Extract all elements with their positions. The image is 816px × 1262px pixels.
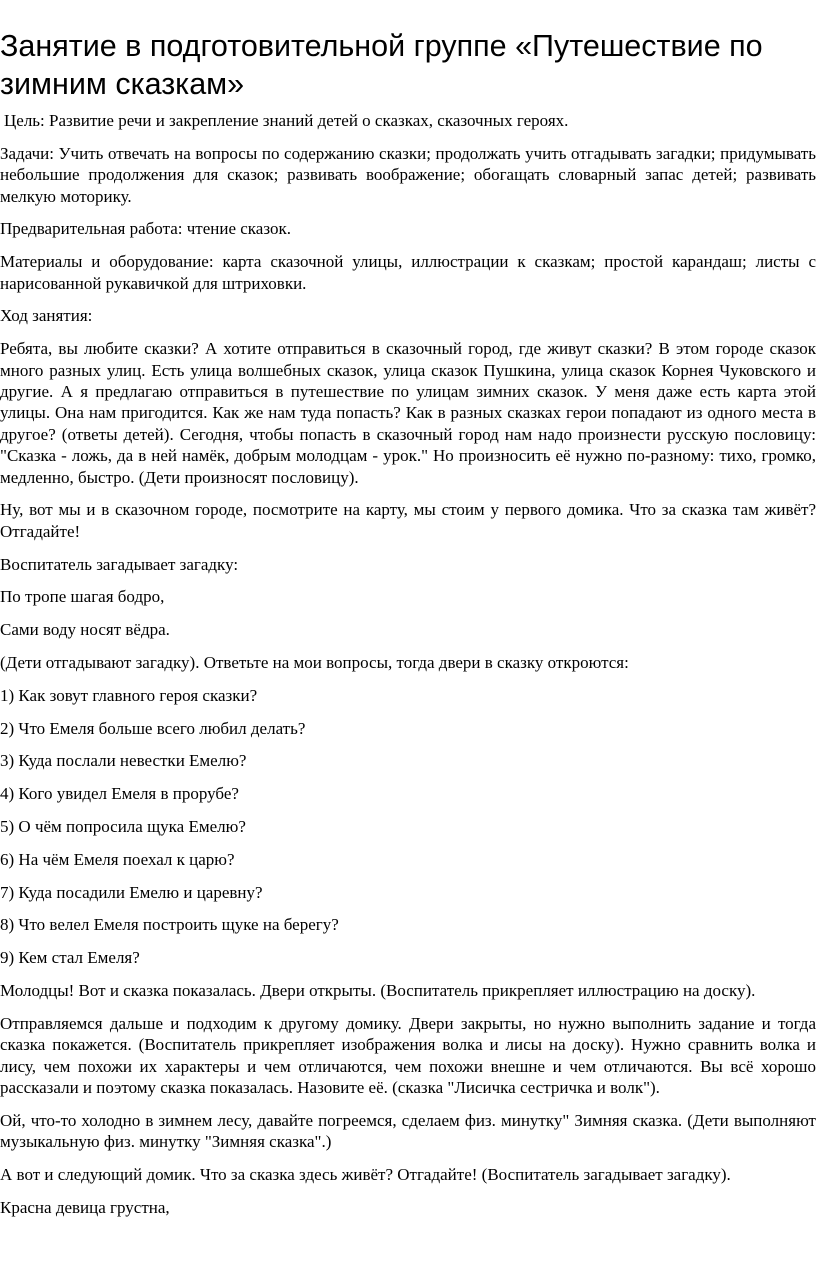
- next-house-paragraph: А вот и следующий домик. Что за сказка здесь живёт? Отгадайте! (Воспитатель загадывает загадку).: [0, 1165, 731, 1185]
- intro-paragraph: Ребята, вы любите сказки? А хотите отправиться в сказочный город, где живут сказки? В этом городе сказок много разных улиц. Есть улица волшебных сказок, улица сказок Пушкина, улица сказок Корнея Чуковского и другие. А я предлагаю отправиться в путешествие по улицам зимних сказок. У меня даже есть карта этой улицы. Она нам пригодится. Как же нам туда попасть? Как в разных сказках герои попадают из одного места в другое? (ответы детей). Сегодня, чтобы попасть в сказочный город нам надо произнести русскую пословицу: "Сказка - ложь, да в ней намёк, добрым молодцам - урок." Но произносить её нужно по-разному: тихо, громко, медленно, быстро. (Дети произносят пословицу).: [0, 339, 816, 487]
- second-house-paragraph: Отправляемся дальше и подходим к другому домику. Двери закрыты, но нужно выполнить задание и тогда сказка покажется. (Воспитатель прикрепляет изображения волка и лисы на доску). Нужно сравнить волка и лису, чем похожи их характеры и чем отличаются, чем похожи внешне и чем отличаются. Вы всё хорошо рассказали и поэтому сказка показалась. Назовите её. (сказка "Лисичка сестричка и волк").: [0, 1013, 816, 1098]
- questions-intro: (Дети отгадывают загадку). Ответьте на мои вопросы, тогда двери в сказку откроются:: [0, 653, 629, 673]
- question-item: 2) Что Емеля больше всего любил делать?: [0, 718, 306, 738]
- question-item: 7) Куда посадили Емелю и царевну?: [0, 882, 263, 902]
- preparation-paragraph: Предварительная работа: чтение сказок.: [0, 219, 291, 239]
- riddle-line: Сами воду носят вёдра.: [0, 620, 170, 640]
- riddle-line: Красна девица грустна,: [0, 1197, 170, 1217]
- question-item: 1) Как зовут главного героя сказки?: [0, 685, 258, 705]
- riddle-intro: Воспитатель загадывает загадку:: [0, 554, 239, 574]
- praise-paragraph: Молодцы! Вот и сказка показалась. Двери открыты. (Воспитатель прикрепляет иллюстрацию на доску).: [0, 981, 756, 1000]
- first-house-paragraph: Ну, вот мы и в сказочном городе, посмотрите на карту, мы стоим у первого домика. Что за сказка там живёт? Отгадайте!: [0, 500, 816, 541]
- question-item: 4) Кого увидел Емеля в прорубе?: [0, 784, 239, 804]
- lesson-heading: Ход занятия:: [0, 306, 93, 326]
- question-item: 3) Куда послали невестки Емелю?: [0, 751, 247, 771]
- page-title: Занятие в подготовительной группе «Путешествие по зимним сказкам»: [0, 29, 763, 101]
- question-item: 8) Что велел Емеля построить щуке на берегу?: [0, 915, 339, 935]
- question-item: 5) О чём попросила щука Емелю?: [0, 817, 246, 837]
- riddle-line: По тропе шагая бодро,: [0, 587, 165, 607]
- materials-paragraph: Материалы и оборудование: карта сказочной улицы, иллюстрации к сказкам; простой карандаш; листы с нарисованной рукавичкой для штриховки.: [0, 252, 816, 293]
- tasks-paragraph: Задачи: Учить отвечать на вопросы по содержанию сказки; продолжать учить отгадывать загадки; придумывать небольшие продолжения для сказок; развивать воображение; обогащать словарный запас детей; развивать мелкую моторику.: [0, 143, 816, 206]
- question-item: 6) На чём Емеля поехал к царю?: [0, 849, 235, 869]
- goal-paragraph: Цель: Развитие речи и закрепление знаний детей о сказках, сказочных героях.: [4, 111, 569, 130]
- question-item: 9) Кем стал Емеля?: [0, 948, 140, 968]
- warmup-paragraph: Ой, что-то холодно в зимнем лесу, давайте погреемся, сделаем физ. минутку" Зимняя сказка. (Дети выполняют музыкальную физ. минутку "Зимняя сказка".): [0, 1110, 816, 1152]
- document-body: [0, 110, 816, 1230]
